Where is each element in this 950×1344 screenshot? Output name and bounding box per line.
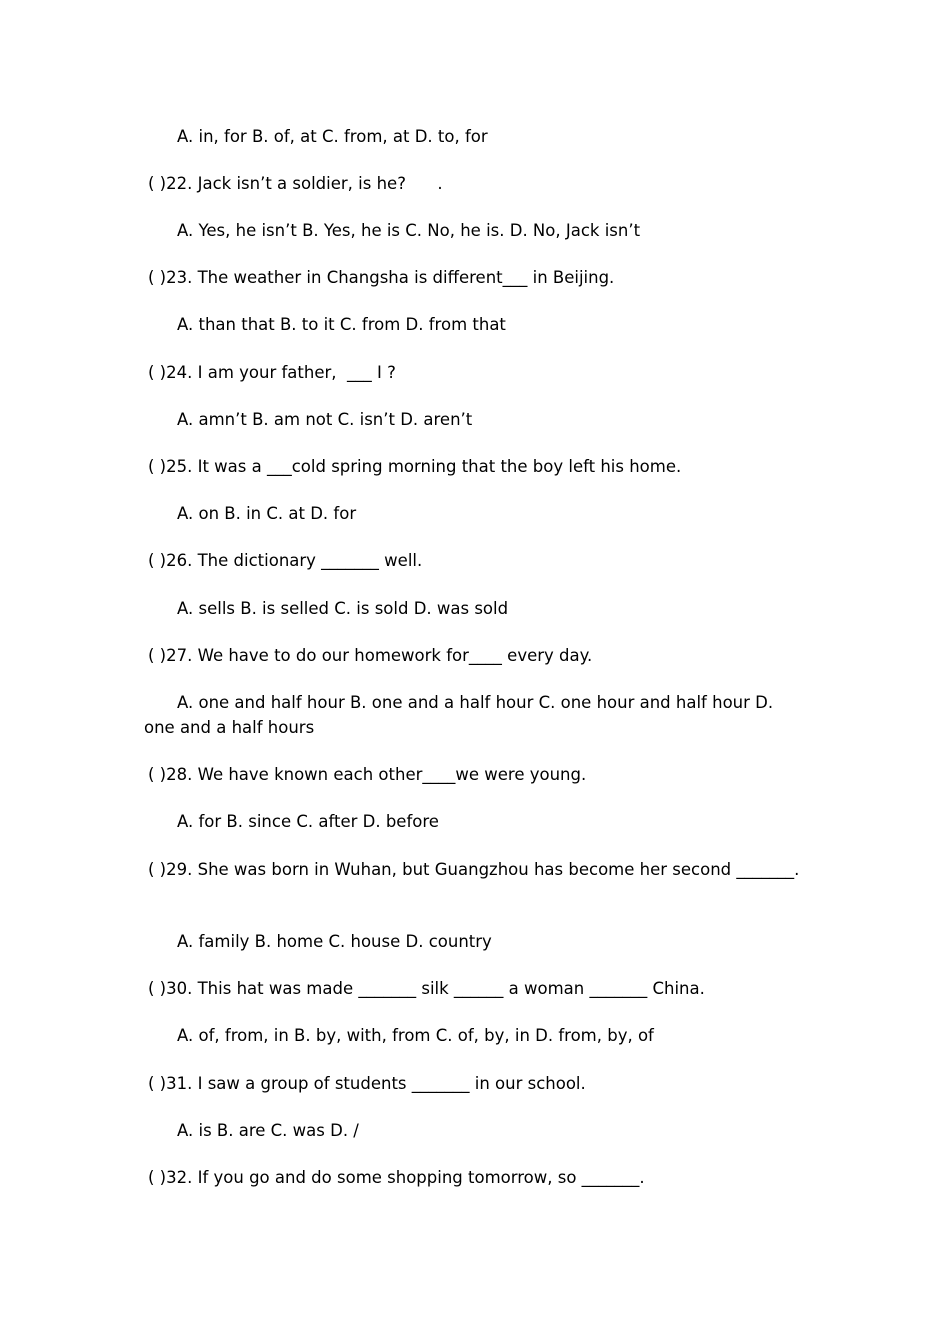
question-26: ( )26. The dictionary _______ well. (148, 551, 423, 570)
question-30: ( )30. This hat was made _______ silk ______ a woman _______ China. (148, 979, 705, 998)
question-32: ( )32. If you go and do some shopping tomorrow, so _______. (148, 1168, 645, 1187)
question-29: ( )29. She was born in Wuhan, but Guangzhou has become her second _______. (148, 860, 800, 879)
question-22: ( )22. Jack isn’t a soldier, is he? . (148, 174, 443, 193)
question-31: ( )31. I saw a group of students _______ in our school. (148, 1074, 586, 1093)
option-line-23: A. than that B. to it C. from D. from that (177, 315, 506, 334)
question-24: ( )24. I am your father, ___ I ? (148, 363, 396, 382)
option-line-30: A. of, from, in B. by, with, from C. of, by, in D. from, by, of (177, 1026, 654, 1045)
question-28: ( )28. We have known each other____we were young. (148, 765, 587, 784)
option-line-25: A. on B. in C. at D. for (177, 504, 357, 523)
option-line-24: A. amn’t B. am not C. isn’t D. aren’t (177, 410, 473, 429)
option-line-29: A. family B. home C. house D. country (177, 932, 492, 951)
question-23: ( )23. The weather in Changsha is different___ in Beijing. (148, 268, 615, 287)
option-line-28: A. for B. since C. after D. before (177, 812, 439, 831)
option-line-31: A. is B. are C. was D. / (177, 1121, 359, 1140)
question-25: ( )25. It was a ___cold spring morning that the boy left his home. (148, 457, 682, 476)
option-line-21: A. in, for B. of, at C. from, at D. to, for (177, 127, 488, 146)
option-line-22: A. Yes, he isn’t B. Yes, he is C. No, he is. D. No, Jack isn’t (177, 221, 641, 240)
option-line-26: A. sells B. is selled C. is sold D. was sold (177, 599, 509, 618)
question-27: ( )27. We have to do our homework for____ every day. (148, 646, 593, 665)
option-line-27: A. one and half hour B. one and a half hour C. one hour and half hour D. one and a half hours (144, 693, 779, 737)
